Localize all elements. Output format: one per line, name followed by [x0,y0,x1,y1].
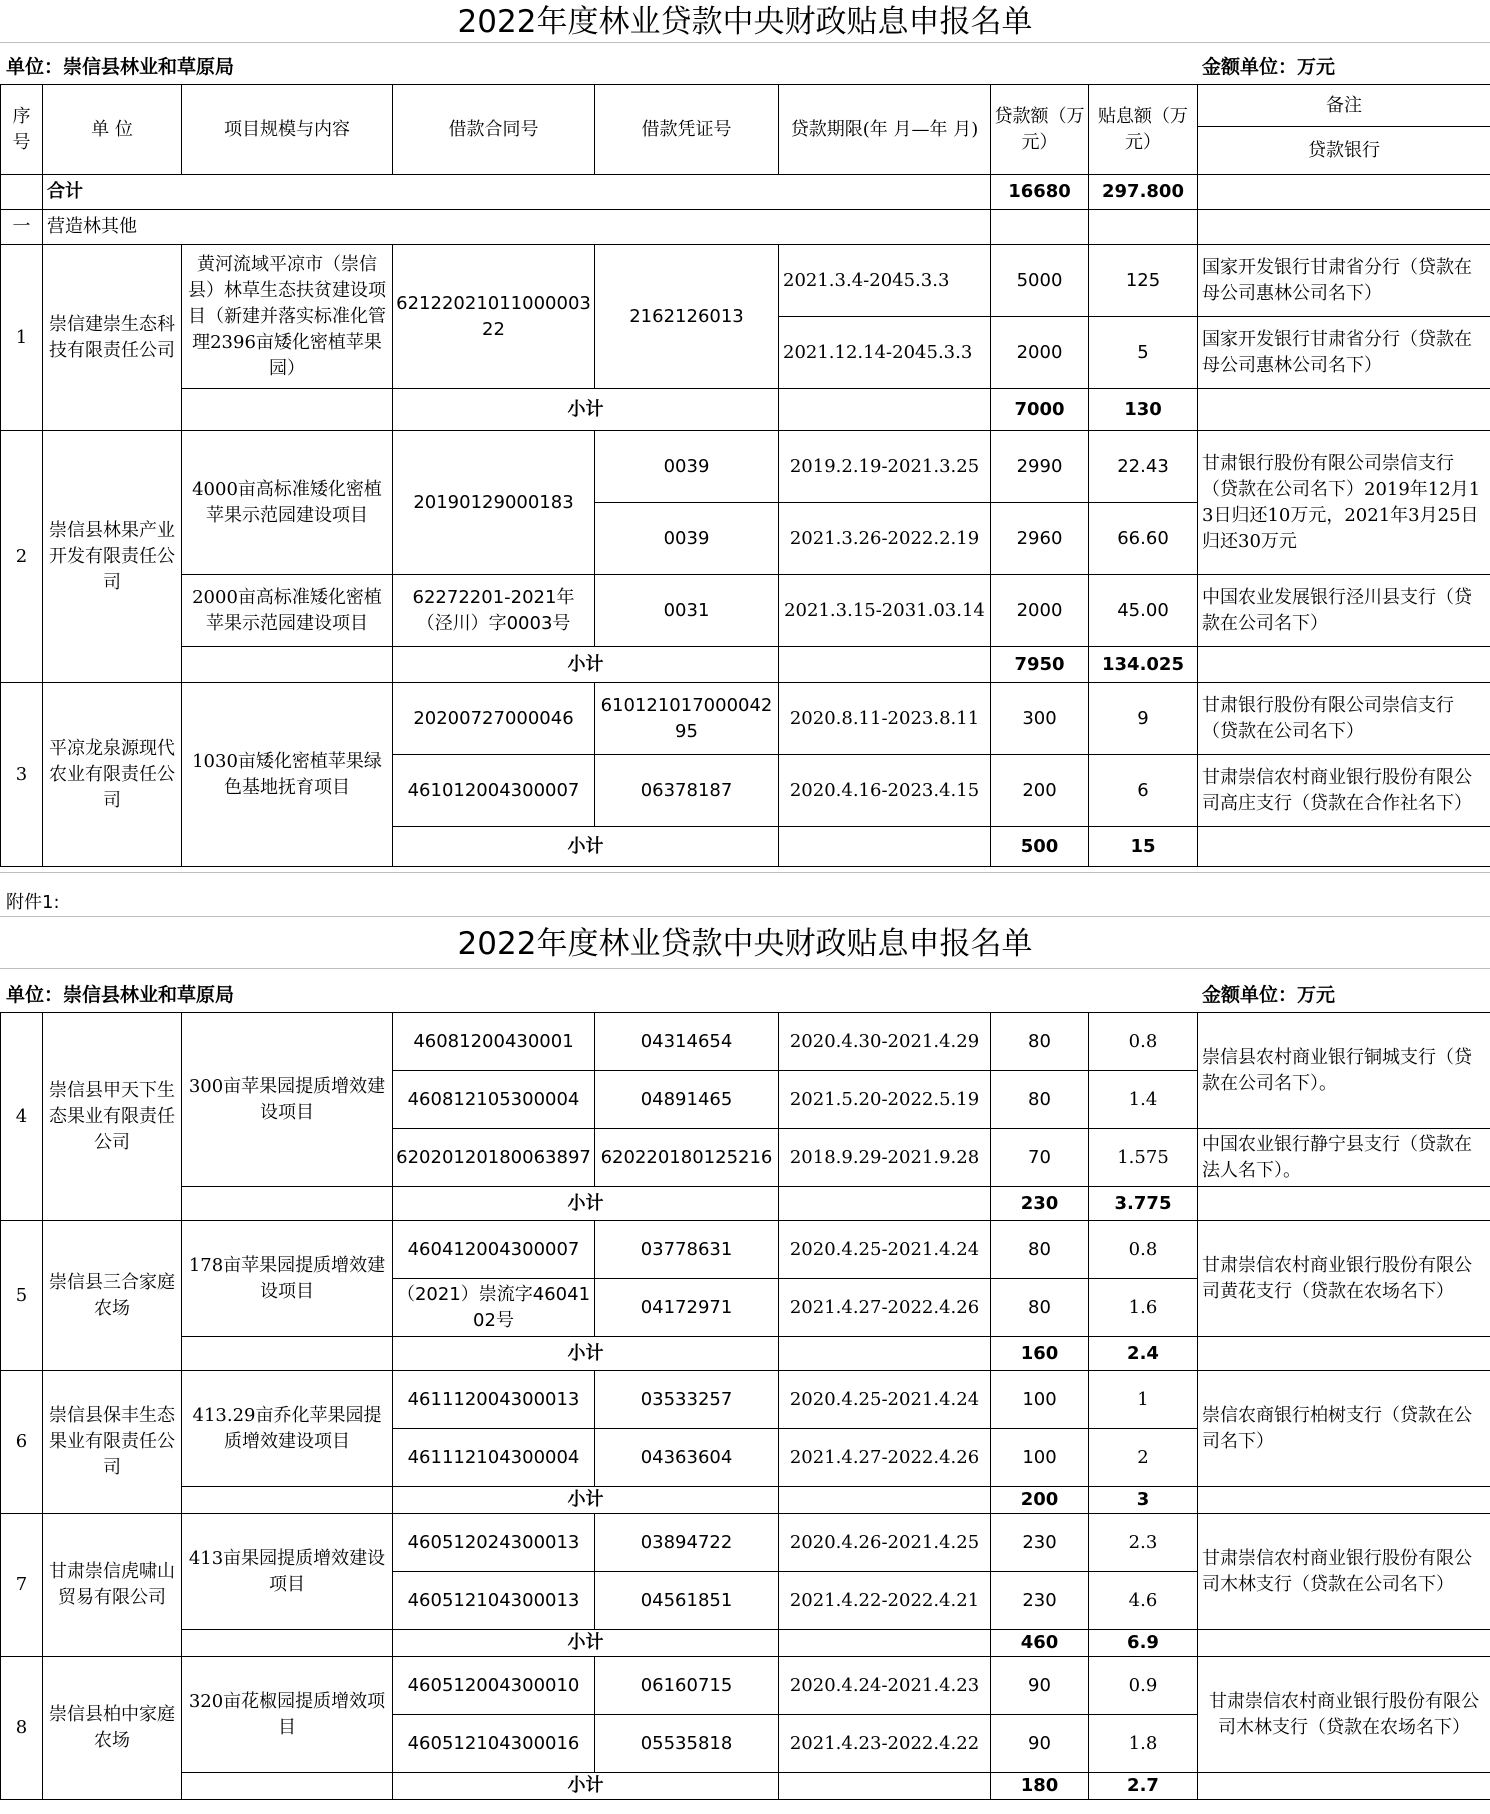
table-row [1,1221,1490,1279]
entry-no: 2 [1,431,43,683]
subtotal-row [1,1487,1490,1514]
entry-unit: 崇信县甲天下生态果业有限责任公司 [43,1013,182,1221]
entry-period: 2020.4.26-2021.4.25 [779,1514,991,1572]
subtotal-loan: 160 [991,1337,1089,1371]
entry-bank: 国家开发银行甘肃省分行（贷款在母公司惠林公司名下） [1198,245,1490,317]
table-row [1,431,1490,503]
subtotal-subsidy: 134.025 [1089,647,1198,683]
entry-period: 2021.3.26-2022.2.19 [779,503,991,575]
entry-loan: 90 [991,1657,1089,1715]
entry-loan: 230 [991,1572,1089,1630]
entry-loan: 80 [991,1071,1089,1129]
entry-subsidy: 0.8 [1089,1221,1198,1279]
page-title: 2022年度林业贷款中央财政贴息申报名单 [457,4,1033,40]
entry-subsidy: 1.8 [1089,1715,1198,1773]
divider [0,916,1490,917]
entry-voucher: 0039 [595,503,779,575]
page-title: 2022年度林业贷款中央财政贴息申报名单 [457,926,1033,962]
entry-contract: 460412004300007 [393,1221,595,1279]
entry-voucher: 2162126013 [595,245,779,389]
entry-voucher: 05535818 [595,1715,779,1773]
entry-voucher: 03533257 [595,1371,779,1429]
entry-bank: 国家开发银行甘肃省分行（贷款在母公司惠林公司名下） [1198,317,1490,389]
subtotal-label: 小计 [393,1187,779,1221]
subtotal-bank [1198,389,1490,431]
entry-bank: 中国农业银行静宁县支行（贷款在法人名下）。 [1198,1129,1490,1187]
table-row [1,575,1490,647]
subtotal-period [779,827,991,867]
unit-label: 单位：崇信县林业和草原局 [6,56,235,78]
table-row [1,245,1490,317]
entry-voucher: 0039 [595,431,779,503]
entry-unit: 崇信县柏中家庭农场 [43,1657,182,1800]
entry-contract: 46081200430001 [393,1013,595,1071]
subtotal-period [779,1487,991,1514]
subtotal-loan: 460 [991,1630,1089,1657]
entry-unit: 崇信建崇生态科技有限责任公司 [43,245,182,431]
subtotal-bank [1198,1487,1490,1514]
entry-period: 2020.4.16-2023.4.15 [779,755,991,827]
unit-label: 单位：崇信县林业和草原局 [6,984,235,1006]
subtotal-period [779,1337,991,1371]
entry-contract: 461112104300004 [393,1429,595,1487]
entry-loan: 2990 [991,431,1089,503]
total-bank [1198,175,1490,210]
subtotal-loan: 230 [991,1187,1089,1221]
entry-contract: 460512004300010 [393,1657,595,1715]
header-bank: 贷款银行 [1198,127,1490,175]
subtotal-bank [1198,827,1490,867]
divider [0,968,1490,969]
subtotal-label: 小计 [393,1773,779,1800]
entry-bank: 崇信县农村商业银行铜城支行（贷款在公司名下）。 [1198,1013,1490,1129]
subtotal-row [1,1337,1490,1371]
entry-voucher: 04314654 [595,1013,779,1071]
category-name: 营造林其他 [43,210,991,245]
entry-loan: 80 [991,1221,1089,1279]
entry-project: 4000亩高标准矮化密植苹果示范园建设项目 [182,431,393,575]
entry-loan: 80 [991,1013,1089,1071]
entry-loan: 90 [991,1715,1089,1773]
entry-unit: 甘肃崇信虎啸山贸易有限公司 [43,1514,182,1657]
header-seq: 序号 [1,85,43,175]
entry-bank: 甘肃崇信农村商业银行股份有限公司黄花支行（贷款在农场名下） [1198,1221,1490,1337]
subsidy-table-1 [0,84,1490,867]
entry-loan: 2000 [991,575,1089,647]
entry-loan: 230 [991,1514,1089,1572]
entry-project: 413.29亩乔化苹果园提质增效建设项目 [182,1371,393,1487]
amount-unit-label: 金额单位：万元 [1202,984,1336,1006]
header-period: 贷款期限(年 月—年 月) [779,85,991,175]
entry-period: 2019.2.19-2021.3.25 [779,431,991,503]
subtotal-period [779,1187,991,1221]
entry-period: 2020.4.25-2021.4.24 [779,1371,991,1429]
table-row [1,683,1490,755]
entry-loan: 100 [991,1371,1089,1429]
subtotal-row [1,389,1490,431]
entry-period: 2020.4.24-2021.4.23 [779,1657,991,1715]
entry-bank: 甘肃崇信农村商业银行股份有限公司木林支行（贷款在农场名下） [1198,1657,1490,1773]
entry-voucher: 03778631 [595,1221,779,1279]
total-subsidy: 297.800 [1089,175,1198,210]
entry-subsidy: 5 [1089,317,1198,389]
entry-contract: 62020120180063897 [393,1129,595,1187]
header-unit: 单 位 [43,85,182,175]
entry-project: 320亩花椒园提质增效项目 [182,1657,393,1773]
entry-subsidy: 125 [1089,245,1198,317]
entry-contract: 20200727000046 [393,683,595,755]
entry-bank: 甘肃崇信农村商业银行股份有限公司木林支行（贷款在公司名下） [1198,1514,1490,1630]
entry-loan: 100 [991,1429,1089,1487]
entry-subsidy: 9 [1089,683,1198,755]
entry-loan: 5000 [991,245,1089,317]
subtotal-label: 小计 [393,1487,779,1514]
subtotal-project [182,1187,393,1221]
entry-voucher: 03894722 [595,1514,779,1572]
category-loan [991,210,1089,245]
table-row [1,1013,1490,1071]
entry-period: 2021.4.27-2022.4.26 [779,1429,991,1487]
entry-no: 6 [1,1371,43,1514]
table-row [1,1371,1490,1429]
header-loan: 贷款额（万元） [991,85,1089,175]
entry-contract: 460512104300013 [393,1572,595,1630]
entry-period: 2021.5.20-2022.5.19 [779,1071,991,1129]
subtotal-project [182,1337,393,1371]
entry-unit: 崇信县三合家庭农场 [43,1221,182,1371]
entry-contract: 460512024300013 [393,1514,595,1572]
subtotal-row [1,1187,1490,1221]
entry-bank: 中国农业发展银行泾川县支行（贷款在公司名下） [1198,575,1490,647]
total-label: 合计 [43,175,991,210]
entry-unit: 平凉龙泉源现代农业有限责任公司 [43,683,182,867]
subtotal-subsidy: 130 [1089,389,1198,431]
subtotal-period [779,647,991,683]
entry-bank: 甘肃银行股份有限公司崇信支行（贷款在公司名下） [1198,683,1490,755]
entry-project: 1030亩矮化密植苹果绿色基地抚育项目 [182,683,393,867]
subtotal-project [182,1487,393,1514]
entry-project: 2000亩高标准矮化密植苹果示范园建设项目 [182,575,393,647]
entry-no: 7 [1,1514,43,1657]
entry-contract: 20190129000183 [393,431,595,575]
subtotal-subsidy: 3.775 [1089,1187,1198,1221]
entry-subsidy: 6 [1089,755,1198,827]
subtotal-row [1,647,1490,683]
subtotal-row [1,1773,1490,1800]
subtotal-bank [1198,1187,1490,1221]
header-project: 项目规模与内容 [182,85,393,175]
amount-unit-label: 金额单位：万元 [1202,56,1336,78]
subtotal-project [182,1630,393,1657]
entry-subsidy: 2 [1089,1429,1198,1487]
category-bank [1198,210,1490,245]
entry-bank: 甘肃崇信农村商业银行股份有限公司高庄支行（贷款在合作社名下） [1198,755,1490,827]
entry-loan: 70 [991,1129,1089,1187]
table-row [1,1657,1490,1715]
subtotal-bank [1198,647,1490,683]
subtotal-label: 小计 [393,827,779,867]
entry-loan: 80 [991,1279,1089,1337]
category-no: 一 [1,210,43,245]
entry-no: 4 [1,1013,43,1221]
entry-voucher: 620220180125216 [595,1129,779,1187]
entry-bank: 甘肃银行股份有限公司崇信支行（贷款在公司名下）2019年12月13日归还10万元，2021年3月25日归还30万元 [1198,431,1490,575]
subtotal-project [182,389,393,431]
entry-voucher: 04561851 [595,1572,779,1630]
subtotal-subsidy: 15 [1089,827,1198,867]
entry-loan: 200 [991,755,1089,827]
entry-subsidy: 0.9 [1089,1657,1198,1715]
header-subsidy: 贴息额（万元） [1089,85,1198,175]
entry-period: 2021.3.15-2031.03.14 [779,575,991,647]
entry-contract: 461012004300007 [393,755,595,827]
entry-unit: 崇信县林果产业开发有限责任公司 [43,431,182,683]
entry-subsidy: 1.6 [1089,1279,1198,1337]
subtotal-row [1,1630,1490,1657]
entry-subsidy: 1 [1089,1371,1198,1429]
entry-no: 1 [1,245,43,431]
entry-no: 8 [1,1657,43,1800]
entry-subsidy: 22.43 [1089,431,1198,503]
entry-loan: 2960 [991,503,1089,575]
entry-subsidy: 2.3 [1089,1514,1198,1572]
total-loan: 16680 [991,175,1089,210]
entry-loan: 2000 [991,317,1089,389]
entry-subsidy: 1.575 [1089,1129,1198,1187]
subtotal-label: 小计 [393,1337,779,1371]
subtotal-period [779,1773,991,1800]
subtotal-subsidy: 6.9 [1089,1630,1198,1657]
entry-period: 2021.4.23-2022.4.22 [779,1715,991,1773]
subtotal-bank [1198,1337,1490,1371]
entry-project: 178亩苹果园提质增效建设项目 [182,1221,393,1337]
subtotal-bank [1198,1773,1490,1800]
subtotal-period [779,1630,991,1657]
unit-row [0,42,1490,84]
subsidy-table-2 [0,1012,1490,1800]
entry-no: 3 [1,683,43,867]
entry-subsidy: 4.6 [1089,1572,1198,1630]
entry-voucher: 0031 [595,575,779,647]
entry-period: 2020.4.25-2021.4.24 [779,1221,991,1279]
header-remark: 备注 [1198,85,1490,127]
entry-voucher: 61012101700004295 [595,683,779,755]
entry-no: 5 [1,1221,43,1371]
entry-subsidy: 66.60 [1089,503,1198,575]
unit-row [0,970,1490,1012]
entry-contract: 460812105300004 [393,1071,595,1129]
subtotal-loan: 500 [991,827,1089,867]
subtotal-subsidy: 3 [1089,1487,1198,1514]
entry-unit: 崇信县保丰生态果业有限责任公司 [43,1371,182,1514]
entry-voucher: 04172971 [595,1279,779,1337]
subtotal-project [182,1773,393,1800]
entry-contract: 461112004300013 [393,1371,595,1429]
entry-voucher: 06160715 [595,1657,779,1715]
subtotal-subsidy: 2.7 [1089,1773,1198,1800]
subtotal-period [779,389,991,431]
entry-period: 2021.4.27-2022.4.26 [779,1279,991,1337]
subtotal-loan: 7000 [991,389,1089,431]
subtotal-loan: 180 [991,1773,1089,1800]
entry-subsidy: 1.4 [1089,1071,1198,1129]
entry-subsidy: 45.00 [1089,575,1198,647]
entry-bank: 崇信农商银行柏树支行（贷款在公司名下） [1198,1371,1490,1487]
entry-voucher: 04363604 [595,1429,779,1487]
subtotal-label: 小计 [393,389,779,431]
subtotal-subsidy: 2.4 [1089,1337,1198,1371]
entry-contract: 460512104300016 [393,1715,595,1773]
subtotal-loan: 200 [991,1487,1089,1514]
divider [0,872,1490,873]
entry-contract: 62272201-2021年（泾川）字0003号 [393,575,595,647]
subtotal-project [182,647,393,683]
entry-period: 2021.12.14-2045.3.3 [779,317,991,389]
entry-period: 2020.4.30-2021.4.29 [779,1013,991,1071]
header-contract: 借款合同号 [393,85,595,175]
total-seq [1,175,43,210]
entry-contract: （2021）崇流字4604102号 [393,1279,595,1337]
entry-subsidy: 0.8 [1089,1013,1198,1071]
entry-period: 2021.4.22-2022.4.21 [779,1572,991,1630]
subtotal-label: 小计 [393,647,779,683]
subtotal-bank [1198,1630,1490,1657]
entry-loan: 300 [991,683,1089,755]
entry-contract: 6212202101100000322 [393,245,595,389]
entry-project: 300亩苹果园提质增效建设项目 [182,1013,393,1187]
category-subsidy [1089,210,1198,245]
entry-voucher: 06378187 [595,755,779,827]
entry-voucher: 04891465 [595,1071,779,1129]
table-row [1,1514,1490,1572]
header-voucher: 借款凭证号 [595,85,779,175]
entry-period: 2018.9.29-2021.9.28 [779,1129,991,1187]
entry-project: 413亩果园提质增效建设项目 [182,1514,393,1630]
entry-project: 黄河流域平凉市（崇信县）林草生态扶贫建设项目（新建并落实标准化管理2396亩矮化密植苹果园） [182,245,393,389]
subtotal-label: 小计 [393,1630,779,1657]
subtotal-loan: 7950 [991,647,1089,683]
entry-period: 2021.3.4-2045.3.3 [779,245,991,317]
annex-label: 附件1: [6,892,60,913]
entry-period: 2020.8.11-2023.8.11 [779,683,991,755]
